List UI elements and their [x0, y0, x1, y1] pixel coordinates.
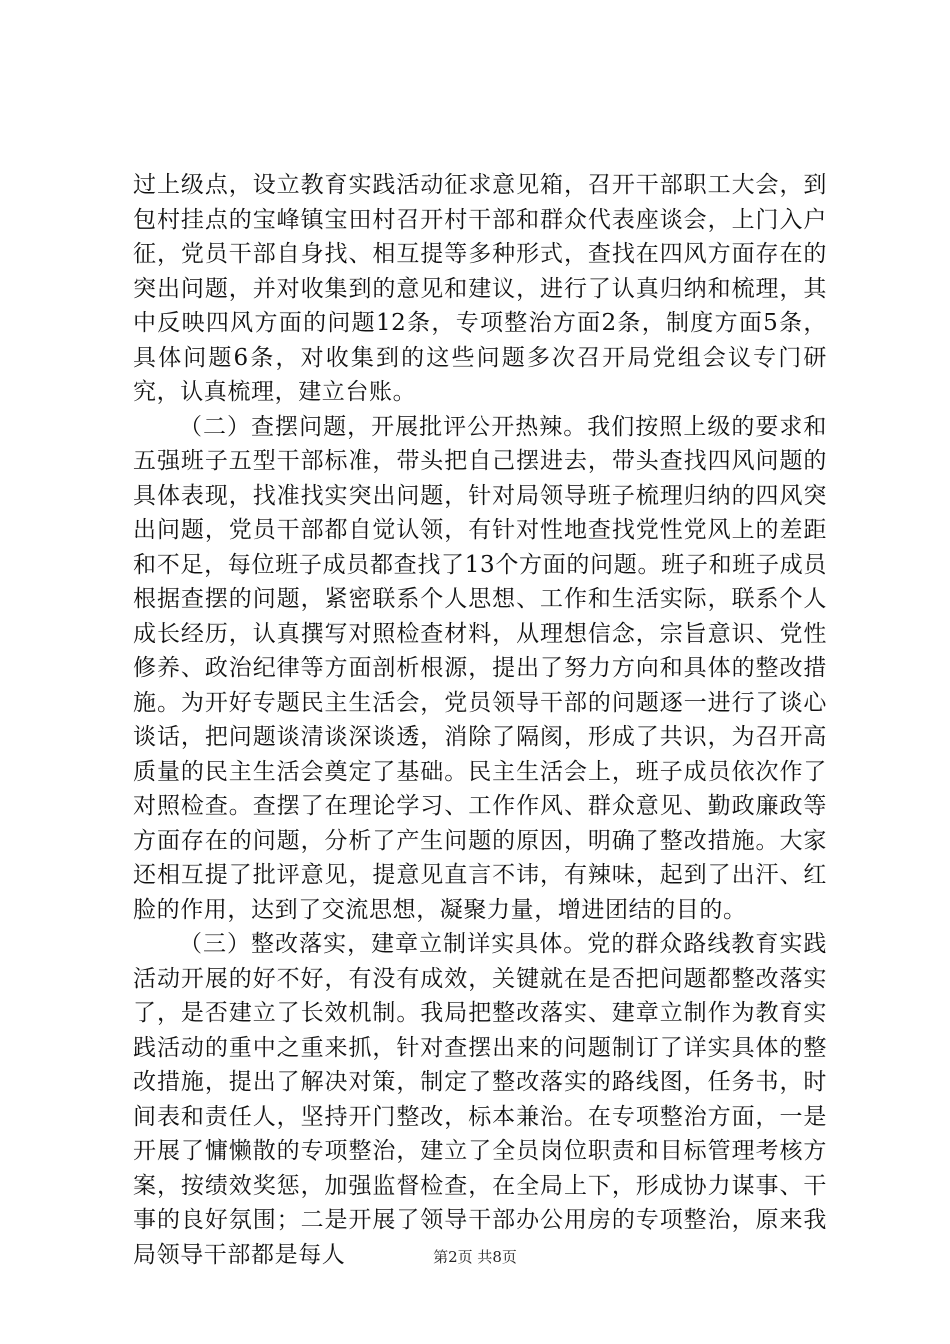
- paragraph-continuation: 过上级点，设立教育实践活动征求意见箱，召开干部职工大会，到包村挂点的宝峰镇宝田村召开村干部和群众代表座谈会，上门入户征，党员干部自身找、相互提等多种形式，查找在四风方面存在的突出问题，并对收集到的意见和建议，进行了认真归纳和梳理，其中反映四风方面的问题12条，专项整治方面2条，制度方面5条，具体问题6条，对收集到的这些问题多次召开局党组会议专门研究，认真梳理，建立台账。: [133, 172, 827, 405]
- paragraph-section-two: （二）查摆问题，开展批评公开热辣。我们按照上级的要求和五强班子五型干部标准，带头把自己摆进去，带头查找四风问题的具体表现，找准找实突出问题，针对局领导班子梳理归纳的四风突出问题，党员干部都自觉认领，有针对性地查找党性党风上的差距和不足，每位班子成员都查找了13个方面的问题。班子和班子成员根据查摆的问题，紧密联系个人思想、工作和生活实际，联系个人成长经历，认真撰写对照检查材料，从理想信念，宗旨意识、党性修养、政治纪律等方面剖析根源，提出了努力方向和具体的整改措施。为开好专题民主生活会，党员领导干部的问题逐一进行了谈心谈话，把问题谈清谈深谈透，消除了隔阂，形成了共识，为召开高质量的民主生活会奠定了基础。民主生活会上，班子成员依次作了对照检查。查摆了在理论学习、工作作风、群众意见、勤政廉政等方面存在的问题，分析了产生问题的原因，明确了整改措施。大家还相互提了批评意见，提意见直言不讳，有辣味，起到了出汗、红脸的作用，达到了交流思想，凝聚力量，增进团结的目的。: [133, 413, 827, 923]
- paragraph-section-three: （三）整改落实，建章立制详实具体。党的群众路线教育实践活动开展的好不好，有没有成效，关键就在是否把问题都整改落实了，是否建立了长效机制。我局把整改落实、建章立制作为教育实践活动的重中之重来抓，针对查摆出来的问题制订了详实具体的整改措施，提出了解决对策，制定了整改落实的路线图，任务书，时间表和责任人，坚持开门整改，标本兼治。在专项整治方面，一是开展了慵懒散的专项整治，建立了全员岗位职责和目标管理考核方案，按绩效奖惩，加强监督检查，在全局上下，形成协力谋事、干事的良好氛围；二是开展了领导干部办公用房的专项整治，原来我局领导干部都是每人: [133, 931, 827, 1268]
- document-body: [133, 168, 827, 1272]
- page-footer: 第2页 共8页: [433, 1248, 517, 1266]
